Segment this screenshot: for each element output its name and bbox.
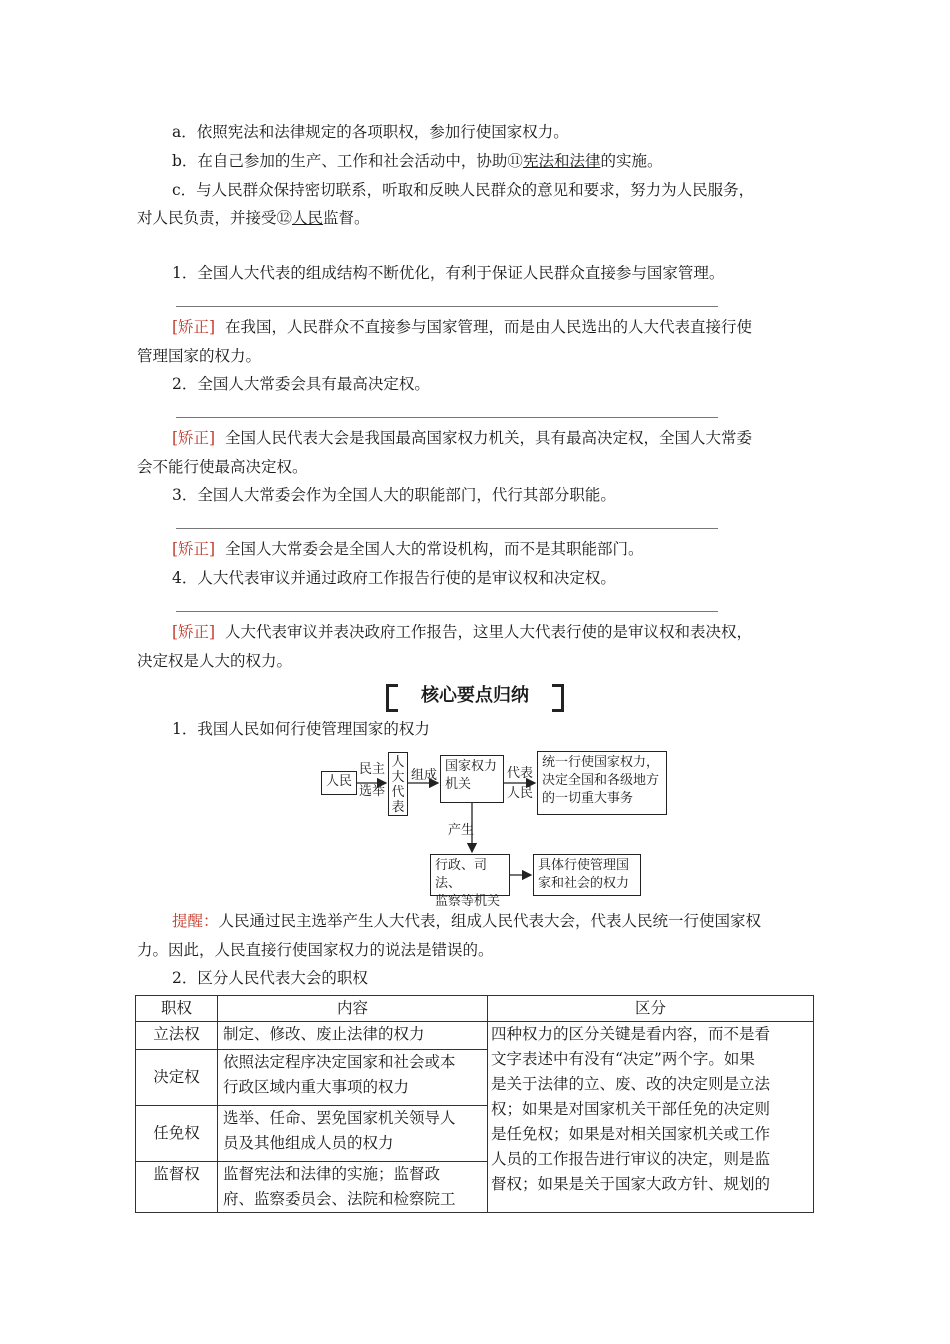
statement-1: 1．全国人大代表的组成结构不断优化，有利于保证人民群众直接参与国家管理。	[172, 264, 725, 282]
point-2-heading: 2．区分人民代表大会的职权	[172, 969, 368, 987]
statement-3: 3．全国人大常委会作为全国人大的职能部门，代行其部分职能。	[172, 486, 616, 504]
duty-c-text: 对人民负责，并接受⑫	[137, 209, 293, 227]
correction-text: 全国人民代表大会是我国最高国家权力机关，具有最高决定权，全国人大常委	[224, 429, 752, 447]
distinction-line: 文字表述中有没有“决定”两个字。如果	[491, 1050, 755, 1068]
distinction-line: 四种权力的区分关键是看内容，而不是看	[491, 1025, 771, 1043]
point-1-heading: 1．我国人民如何行使管理国家的权力	[172, 720, 430, 738]
content-line: 府、监察委员会、法院和检察院工	[223, 1190, 456, 1208]
power-cell: 决定权	[136, 1050, 218, 1106]
correction-text: 在我国，人民群众不直接参与国家管理，而是由人民选出的人大代表直接行使	[224, 318, 752, 336]
reminder-tag: 提醒：	[172, 912, 219, 930]
reminder	[172, 910, 761, 932]
organ-line-2: 机关	[445, 777, 472, 792]
content-line: 监督宪法和法律的实施；监督政	[223, 1165, 441, 1183]
correction-tag: [矫正]	[172, 429, 216, 447]
distinction-line: 督权；如果是关于国家大政方针、规划的	[491, 1175, 771, 1193]
power-cell: 监督权	[136, 1162, 218, 1213]
deputies-box: 人大代表	[388, 752, 408, 816]
duty-c-blank: 人民	[292, 209, 324, 227]
people-box: 人民	[321, 771, 357, 795]
content-cell	[218, 1162, 488, 1213]
exec-line-1: 行政、司法、	[435, 858, 488, 891]
header-distinction: 区分	[488, 996, 814, 1022]
correction-tag: [矫正]	[172, 540, 216, 558]
correction-text: 人大代表审议并表决政府工作报告，这里人大代表行使的是审议权和表决权，	[224, 623, 752, 641]
statement-4: 4．人大代表审议并通过政府工作报告行使的是审议权和决定权。	[172, 569, 616, 587]
content-line: 制定、修改、废止法律的权力	[223, 1025, 425, 1043]
distinction-line: 权；如果是对国家机关干部任免的决定则	[491, 1100, 771, 1118]
correction-1-cont: 管理国家的权力。	[137, 347, 262, 365]
correction-4-cont: 决定权是人大的权力。	[137, 652, 293, 670]
produce-label: 产生	[448, 823, 475, 838]
content-line: 依照法定程序决定国家和社会或本	[223, 1053, 456, 1071]
content-cell	[218, 1106, 488, 1162]
duty-c-line1: c．与人民群众保持密切联系，听取和反映人民群众的意见和要求，努力为人民服务，	[172, 181, 755, 199]
specific-line-2: 家和社会的权力	[538, 876, 630, 891]
power-cell: 任免权	[136, 1106, 218, 1162]
powers-table	[135, 995, 814, 1213]
duty-b-end: 的实施。	[600, 152, 663, 170]
exec-line-2: 监察等机关	[435, 894, 501, 909]
statement-2: 2．全国人大常委会具有最高决定权。	[172, 375, 430, 393]
distinction-line: 是任免权；如果是对相关国家机关或工作	[491, 1125, 771, 1143]
header-content: 内容	[218, 996, 488, 1022]
specific-line-1: 具体行使管理国	[538, 858, 630, 873]
distinction-line: 是关于法律的立、废、改的决定则是立法	[491, 1075, 771, 1093]
elect-label-2: 选举	[359, 784, 386, 799]
table-row	[136, 1022, 814, 1050]
distinction-cell	[488, 1022, 814, 1213]
correction-tag: [矫正]	[172, 318, 216, 336]
correction-2-cont: 会不能行使最高决定权。	[137, 458, 308, 476]
duty-b-blank: 宪法和法律	[522, 152, 601, 170]
content-line: 行政区域内重大事项的权力	[223, 1078, 410, 1096]
power-cell: 立法权	[136, 1022, 218, 1050]
table-header-row	[136, 996, 814, 1022]
represent-label-2: 人民	[507, 786, 534, 801]
elect-label-1: 民主	[359, 762, 386, 777]
content-line: 员及其他组成人员的权力	[223, 1134, 394, 1152]
reminder-text: 人民通过民主选举产生人大代表，组成人民代表大会，代表人民统一行使国家权	[218, 912, 762, 930]
organ-line-1: 国家权力	[445, 759, 498, 774]
reminder-cont: 力。因此，人民直接行使国家权力的说法是错误的。	[137, 941, 494, 959]
unified-line-3: 的一切重大事务	[542, 791, 634, 806]
represent-label-1: 代表	[507, 766, 534, 781]
unified-line-2: 决定全国和各级地方	[542, 773, 660, 788]
compose-label: 组成	[411, 768, 438, 783]
duty-c-end: 监督。	[323, 209, 370, 227]
duty-a: a．依照宪法和法律规定的各项职权，参加行使国家权力。	[172, 123, 569, 141]
unified-line-1: 统一行使国家权力，	[542, 755, 660, 770]
correction-text: 全国人大常委会是全国人大的常设机构，而不是其职能部门。	[224, 540, 644, 558]
distinction-line: 人员的工作报告进行审议的决定，则是监	[491, 1150, 771, 1168]
duty-b-text: b．在自己参加的生产、工作和社会活动中，协助⑪	[172, 152, 523, 170]
content-cell	[218, 1022, 488, 1050]
content-line: 选举、任命、罢免国家机关领导人	[223, 1109, 456, 1127]
header-power: 职权	[136, 996, 218, 1022]
content-cell	[218, 1050, 488, 1106]
correction-tag: [矫正]	[172, 623, 216, 641]
section-title: 核心要点归纳	[421, 685, 529, 706]
